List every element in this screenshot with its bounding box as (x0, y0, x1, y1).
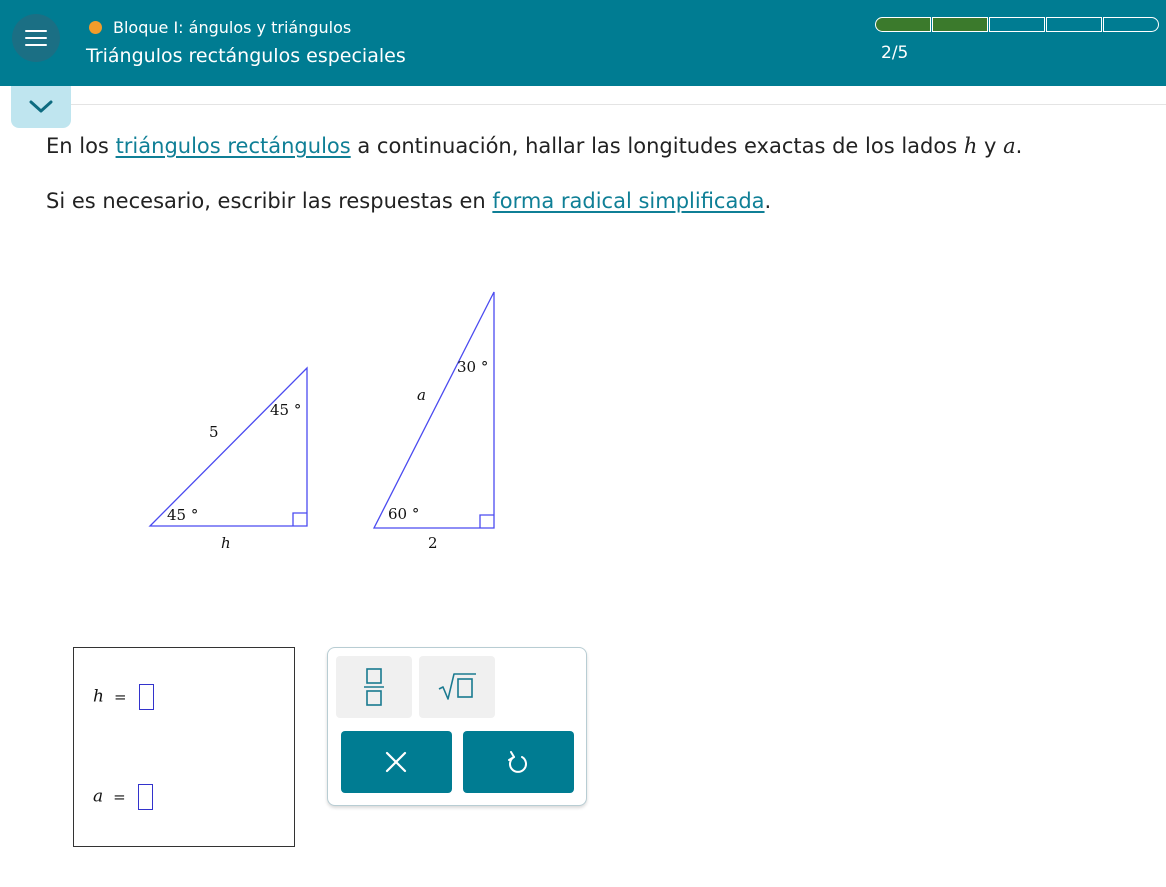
fraction-icon (362, 667, 386, 707)
undo-button[interactable] (463, 731, 574, 793)
close-icon (385, 751, 407, 773)
triangle-1-top-angle-label: 45 ° (270, 401, 302, 419)
menu-button[interactable] (12, 14, 60, 62)
clear-button[interactable] (341, 731, 452, 793)
answer-row-a: a = (93, 784, 153, 810)
triangle-2-base-label: 2 (428, 534, 438, 552)
progress-bar (875, 17, 1161, 32)
progress-segment-3 (989, 17, 1045, 32)
answer-box (73, 647, 295, 847)
right-angle-marker-1 (293, 513, 307, 526)
progress-segment-1 (875, 17, 931, 32)
fraction-button[interactable] (336, 656, 412, 718)
triangle-2-top-angle-label: 30 ° (457, 358, 489, 376)
link-simplified-radical-form[interactable]: forma radical simplificada (492, 189, 765, 213)
answer-h-label: h (93, 686, 104, 707)
triangle-2-bottom-angle-label: 60 ° (388, 505, 420, 523)
right-angle-marker-2 (480, 515, 494, 528)
progress-segment-2 (932, 17, 988, 32)
math-keypad (327, 647, 587, 806)
link-right-triangles[interactable]: triángulos rectángulos (115, 134, 351, 158)
section-status-dot (89, 21, 102, 34)
triangle-1-outline (150, 368, 307, 526)
answer-a-label: a (93, 786, 104, 807)
square-root-button[interactable] (419, 656, 495, 718)
instruction-line-1: En los triángulos rectángulos a continuación, hallar las longitudes exactas de los lados h y a. (46, 134, 1023, 158)
square-root-icon (437, 671, 477, 703)
triangle-1-base-label: h (221, 534, 231, 552)
chevron-down-icon (29, 100, 53, 114)
triangle-2-outline (374, 292, 494, 528)
triangle-30-60-90 (374, 292, 494, 552)
topic-title: Triángulos rectángulos especiales (86, 45, 406, 67)
a-answer-input[interactable] (138, 784, 153, 810)
h-answer-input[interactable] (139, 684, 154, 710)
answer-row-h: h = (93, 684, 154, 710)
header-divider (71, 104, 1166, 105)
top-bar (0, 0, 1166, 86)
progress-segment-4 (1046, 17, 1102, 32)
progress-counter: 2/5 (881, 43, 909, 63)
section-label: Bloque I: ángulos y triángulos (113, 18, 352, 37)
progress-segment-5 (1103, 17, 1159, 32)
collapse-header-button[interactable] (11, 86, 71, 128)
hamburger-menu-icon (25, 30, 47, 32)
variable-h: h (963, 134, 978, 158)
triangle-1-bottom-angle-label: 45 ° (167, 506, 199, 524)
variable-a: a (1003, 134, 1016, 158)
triangle-2-hypotenuse-label: a (417, 386, 426, 404)
instruction-line-2: Si es necesario, escribir las respuestas en forma radical simplificada. (46, 189, 772, 213)
triangle-1-hypotenuse-label: 5 (209, 423, 219, 441)
triangle-45-45-90 (150, 368, 307, 552)
undo-icon (507, 750, 529, 774)
